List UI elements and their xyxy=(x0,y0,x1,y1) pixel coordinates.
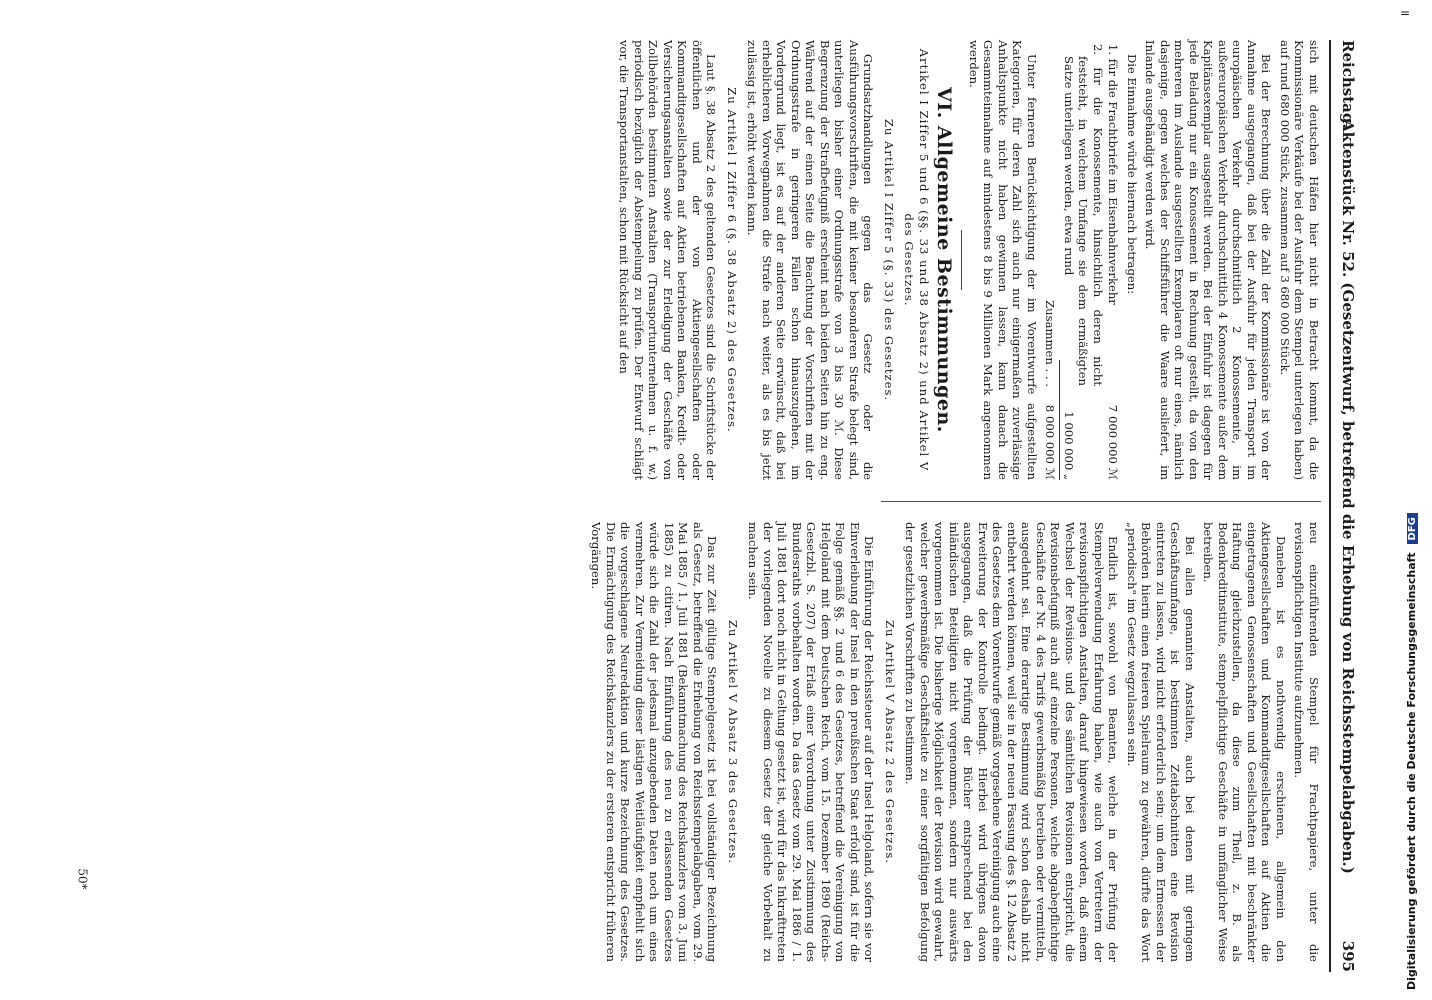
paragraph: Das zur Zeit gültige Stempelgesetz ist bei vollständiger Bezeichnung als Gesetz, betreffend die Erhebung von Reichsstempelabgaben, vom 29. Mai 1885 / 1. Juli 1881 (Bekanntmachung des Reichskanzlers vom 3. Juni 1885) zu citiren. Nach Einführung des neu zu erlassenden Gesetzes würde sich die Zahl der jedesmal anzugebenden Daten noch um eines vermehren. Zur Vermeidung dieser lästigen Weitläufigkeit empfiehlt sich die vorgeschlagene Neuredaktion und kurze Bezeichnung des Gesetzes. Die Ermächtigung des Reichskanzlers zu der ersteren entspricht früheren Vorgängen. xyxy=(589,522,720,962)
paragraph: Laut §. 38 Absatz 2 des geltenden Gesetzes sind die Schriftstücke der öffentlichen und der von Aktiengesellschaften oder Kommanditgesellschaften auf Aktien betriebenen Banken, Kredit- oder Versicherungsanstalten sowie der zur Erledigung der Geschäfte von Zollbehörden bestimmten Anstalten (Transportunternehmen u. f. w.) periodisch bezüglich der Abstempelung zu prüfen. Der Entwurf schlägt vor, die Transportanstalten, schon mit Rücksicht auf den xyxy=(617,40,719,480)
left-column xyxy=(613,40,1321,480)
paragraph: Unter ferneren Berücksichtigung der im Vorentwurfe aufgestellten Kategorien, für deren Zahl sich auch nur einigermaßen zuverlässige Anhaltspunkte nicht haben gewinnen lassen, kann danach die Gesammteinnahme auf mindestens 8 bis 9 Millionen Mark angenommen werden. xyxy=(967,40,1039,480)
item-value: 1 000 000 „ xyxy=(1062,411,1076,480)
paragraph: Daneben ist es nothwendig erschienen, allgemein den Aktiengesellschaften und Kommanditgesellschaften auf Aktien die eingetragenen Genossenschaften und Gesellschaften mit beschränkter Haftung gleichzustellen, da diese zum Theil, z. B. als Bodenkreditinstitute, stempelpflichtige Geschäfte in umfänglicher Weise betreiben. xyxy=(1201,522,1288,962)
header-left: Reichstag. xyxy=(1339,40,1357,129)
subheading: Zu Artikel V Absatz 3 des Gesetzes. xyxy=(726,619,740,865)
subheading: Zu Artikel I Ziffer 5 (§. 33) des Gesetzes. xyxy=(882,118,896,402)
section-subtitle: Artikel I Ziffer 5 und 6 (§§. 33 und 38 Absatz 2) und Artikel V des Gesetzes. xyxy=(902,48,931,472)
paragraph: neu einzuführenden Stempel für Frachtpapiere, unter die revisionspflichtigen Institute aufzunehmen. xyxy=(1292,522,1321,962)
list-item xyxy=(1106,40,1121,480)
item-label: 2. für die Konossemente, hinsichtlich deren nicht feststeht, in welchem Umfange sie dem ermäßigten Satze unterliegen werden, etwa rund xyxy=(1062,44,1105,386)
sum-label: Zusammen . . . xyxy=(1043,300,1058,387)
total-rule xyxy=(1060,360,1061,480)
paragraph: Bei der Berechnung über die Zahl der Kommissionäre ist von der Annahme ausgegangen, daß bei der Ausfuhr für jeden Transport im europäischen Verkehr durchschnittlich 2 Konossemente, im außereuropäischen Verkehr durchschnittlich 4 Konossemente außer dem Kapitänsexemplar ausgestellt werden. Bei der Einfuhr ist dagegen für jede Beladung nur ein Konossement in Rechnung gestellt, da von den mehreren im Auslande ausgestellten Exemplaren oft nur eines, nämlich dasjenige, gegen welches der Schiffsführer die Waare ausliefert, im Inlande ausgehändigt werden wird. xyxy=(1143,40,1274,480)
sum-value: 8 000 000 ℳ xyxy=(1043,404,1058,480)
item-value: 7 000 000 ℳ xyxy=(1106,404,1121,480)
paragraph: Bei allen genannten Anstalten, auch bei denen mit geringem Geschäftsumfange, ist bestimmten Zeitabschnitten eine Revision eintreten zu lassen, wird nicht erforderlich sein; um dem Ermessen der Behörden hierin einen freieren Spielraum zu gewähren, dürfte das Wort „periodisch" im Gesetz wegzulassen sein. xyxy=(1125,522,1197,962)
paragraph: sich mit deutschen Häfen hier nicht in Betracht kommt, da die Kommissionäre Verkäufe bei der Ausfuhr dem Stempel unterlegen haben) auf rund 680 000 Stück, zusammen auf 3 680 000 Stück. xyxy=(1278,40,1321,480)
sum-line xyxy=(1043,40,1058,480)
page-header xyxy=(1335,40,1361,972)
right-column xyxy=(585,522,1321,962)
header-title: Aktenstück Nr. 52. (Gesetzentwurf, betreffend die Erhebung von Reichsstempelabgaben.) xyxy=(1339,120,1357,874)
bottom-page-mark: 50* xyxy=(75,868,90,890)
paragraph: Die Einnahme würde hiernach betragen: xyxy=(1125,54,1139,295)
subheading: Zu Artikel I Ziffer 6 (§. 38 Absatz 2) des Gesetzes. xyxy=(725,87,739,433)
digitization-credit xyxy=(1405,513,1418,990)
subheading: Zu Artikel V Absatz 2 des Gesetzes. xyxy=(883,619,897,865)
item-label: 1. für die Frachtbriefe im Eisenbahnverkehr xyxy=(1106,44,1121,305)
column-rule xyxy=(881,501,1321,502)
page-number: 395 xyxy=(1339,940,1357,972)
corner-mark: = xyxy=(1400,6,1411,20)
credit-text: Digitalisierung gefördert durch die Deutsche Forschungsgemeinschaft xyxy=(1405,552,1418,990)
divider xyxy=(962,230,963,290)
paragraph: Die Einführung der Reichssteuer auf der Insel Helgoland, sofern sie vor Einverleibung der Insel in den preußischen Staat erfolgt sind, ist für die Folge gemäß §§. 2 und 6 des Gesetzes, betreffend die Vereinigung von Helgoland mit dem Deutschen Reich, vom 15. Dezember 1890 (Reichs-Gesetzbl. S. 207) der Erlaß einer Verordnung unter Zustimmung des Bundesraths vorbehalten worden. Da das Gesetz vom 29. Mai 1886 / 1. Juli 1881 dort noch nicht in Geltung gesetzt ist, wird für das Inkrafttreten der vorliegenden Novelle zu diesem Gesetz der gleiche Vorbehalt zu machen sein. xyxy=(746,522,877,962)
paragraph: Endlich ist, sowohl von Beamten, welche in der Prüfung der Stempelverwendung Erfahrung haben, wie auch von Vertretern der revisionspflichtigen Anstalten, darauf hingewiesen worden, daß einem Wechsel der Revisions- und des sämtlichen Revisionen entspricht, die Revisionsbefugniß auch auf einzelne Personen, welche abgabepflichtige Geschäfte der Nr. 4 des Tarifs gewerbsmäßig betreiben oder vermitteln, ausgedehnt sei. Eine derartige Bestimmung wird schon deshalb nicht entbehrt werden können, weil sie in der neuen Fassung des §. 12 Absatz 2 des Gesetzes dem Vorentwurfe gemäß vorgesehene Vereinigung auch eine Erweiterung der Kontrolle bedingt. Hierbei wird übrigens davon ausgegangen, daß die Prüfung der Bücher entsprechend bei den inländischen Beteiligten nicht vorgenommen, sondern nur auswärts vorgenommen ist. Die bisherige Möglichkeit der Revision wird gewahrt, welcher gewerbsmäßige Geschäftsleute zu einer sorgfältigen Befolgung der gesetzlichen Vorschriften zu bestimmen. xyxy=(903,522,1121,962)
paragraph: Grundsatzhandlungen gegen das Gesetz oder die Ausführungsvorschriften, die mit keiner besonderen Strafe belegt sind, unterliegen bisher einer Ordnungsstrafe von 3 bis 30 ℳ. Diese Begrenzung der Strafbefugniß erscheint nach beiden Seiten hin zu eng. Während auf der einen Seite die Beachtung der Vorschriften mit der Ordnungsstrafe in geringeren Fällen schon hinauszugehen, im Vordergrund liegt, ist es auf der anderen Seite erwünscht, daß bei erheblicheren Vorwegnahmen die Strafe nach weiter, als es bis jetzt zulässig ist, erhöht werden kann. xyxy=(745,40,876,480)
header-rule xyxy=(1329,40,1331,972)
dfg-logo: DFG xyxy=(1407,513,1418,544)
section-title: VI. Allgemeine Bestimmungen. xyxy=(933,87,956,433)
list-item xyxy=(1062,40,1106,480)
